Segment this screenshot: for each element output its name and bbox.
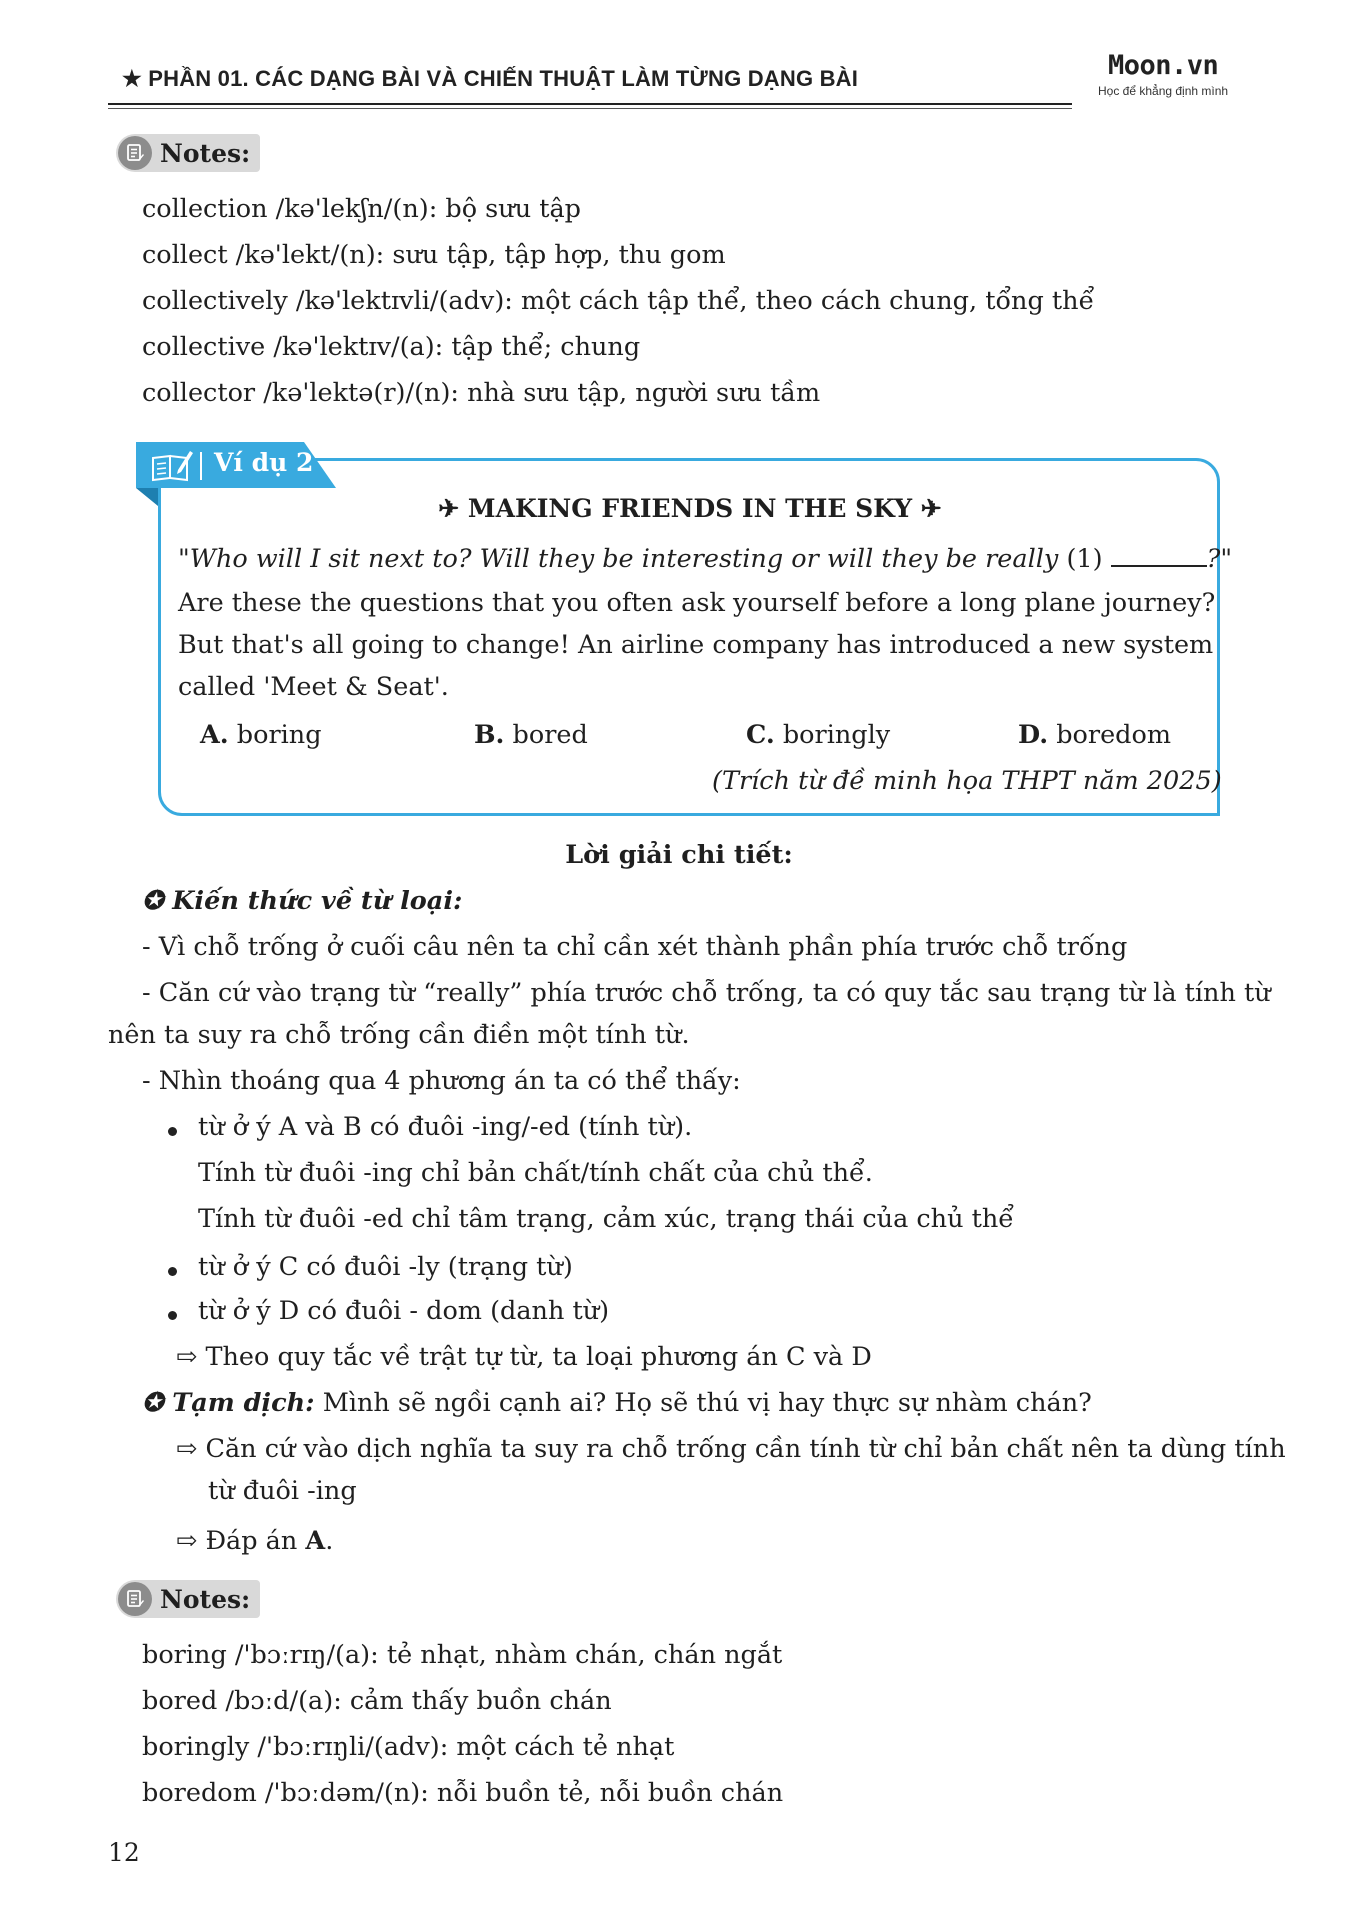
answer-blank	[1111, 545, 1207, 567]
conclusion-arrow-cont: từ đuôi -ing	[208, 1476, 357, 1506]
conclusion-arrow: ⇨ Theo quy tắc về trật tự từ, ta loại phương án C và D	[176, 1342, 872, 1372]
header-rule	[108, 103, 1072, 105]
blank-number: (1)	[1066, 544, 1103, 574]
notes-badge	[116, 1580, 260, 1618]
notes-badge	[116, 134, 260, 172]
page-number: 12	[108, 1838, 140, 1867]
example-tab-label: Ví dụ 2	[214, 448, 314, 477]
option-text: boring	[236, 720, 322, 750]
bullet-dot	[168, 1267, 177, 1276]
option-text: boredom	[1056, 720, 1172, 750]
option-letter: C.	[746, 720, 775, 750]
note-item: boring /'bɔːrɪŋ/(a): tẻ nhạt, nhàm chán, chán ngắt	[142, 1640, 783, 1670]
bullet-item: từ ở ý C có đuôi -ly (trạng từ)	[198, 1252, 573, 1282]
option-d	[1018, 720, 1171, 751]
bullet-subitem: Tính từ đuôi -ing chỉ bản chất/tính chất của chủ thể.	[198, 1158, 873, 1188]
answer-letter: A	[305, 1526, 326, 1556]
answer-prefix: ⇨ Đáp án	[176, 1526, 306, 1556]
note-item: bored /bɔːd/(a): cảm thấy buồn chán	[142, 1686, 612, 1716]
conclusion-arrow: ⇨ Căn cứ vào dịch nghĩa ta suy ra chỗ trống cần tính từ chỉ bản chất nên ta dùng tính	[176, 1434, 1286, 1464]
solution-title: Lời giải chi tiết:	[565, 840, 793, 870]
question-end: ?"	[1206, 544, 1233, 574]
option-text: bored	[512, 720, 588, 750]
note-item: collective /kə'lektɪv/(a): tập thể; chung	[142, 332, 641, 362]
option-c	[746, 720, 890, 751]
option-letter: B.	[474, 720, 505, 750]
example-title: ✈ MAKING FRIENDS IN THE SKY ✈	[438, 494, 942, 523]
translation-text: Mình sẽ ngồi cạnh ai? Họ sẽ thú vị hay thực sự nhàm chán?	[314, 1388, 1092, 1418]
solution-paragraph: - Vì chỗ trống ở cuối câu nên ta chỉ cần xét thành phần phía trước chỗ trống	[142, 932, 1128, 962]
option-letter: A.	[200, 720, 229, 750]
example-tab-divider	[200, 452, 202, 480]
answer-line	[176, 1526, 333, 1557]
translation-label: ✪ Tạm dịch:	[142, 1388, 315, 1418]
example-passage-line: Are these the questions that you often ask yourself before a long plane journey?	[178, 588, 1216, 618]
answer-suffix: .	[325, 1526, 334, 1556]
example-question-line	[178, 544, 1232, 575]
example-passage-line: called 'Meet & Seat'.	[178, 672, 449, 702]
option-a	[200, 720, 322, 751]
bullet-dot	[168, 1311, 177, 1320]
bullet-subitem: Tính từ đuôi -ed chỉ tâm trạng, cảm xúc, trạng thái của chủ thể	[198, 1204, 1014, 1234]
option-text: boringly	[782, 720, 891, 750]
option-b	[474, 720, 588, 751]
note-item: boredom /'bɔːdəm/(n): nỗi buồn tẻ, nỗi buồn chán	[142, 1778, 784, 1808]
note-item: boringly /'bɔːrɪŋli/(adv): một cách tẻ nhạt	[142, 1732, 675, 1762]
notes-label: Notes:	[160, 1584, 251, 1614]
note-item: collection /kə'lekʃn/(n): bộ sưu tập	[142, 194, 581, 224]
notes-icon	[118, 1582, 152, 1616]
header-rule-thin	[108, 108, 1072, 109]
solution-paragraph: - Căn cứ vào trạng từ “really” phía trước chỗ trống, ta có quy tắc sau trạng từ là tính từ	[142, 978, 1271, 1008]
example-tab-fold	[136, 488, 158, 506]
bullet-item: từ ở ý D có đuôi - dom (danh từ)	[198, 1296, 610, 1326]
logo-tagline: Học để khẳng định mình	[1098, 84, 1229, 98]
example-source: (Trích từ đề minh họa THPT năm 2025)	[712, 766, 1222, 796]
solution-paragraph: - Nhìn thoáng qua 4 phương án ta có thể thấy:	[142, 1066, 741, 1096]
notes-icon	[118, 136, 152, 170]
bullet-item: từ ở ý A và B có đuôi -ing/-ed (tính từ).	[198, 1112, 693, 1142]
bullet-dot	[168, 1127, 177, 1136]
note-item: collector /kə'lektə(r)/(n): nhà sưu tập, người sưu tầm	[142, 378, 821, 408]
notes-label: Notes:	[160, 138, 251, 168]
note-item: collectively /kə'lektɪvli/(adv): một cách tập thể, theo cách chung, tổng thể	[142, 286, 1095, 316]
question-text: "Who will I sit next to? Will they be interesting or will they be really	[178, 544, 1059, 574]
option-letter: D.	[1018, 720, 1049, 750]
translation-line	[142, 1388, 1092, 1419]
page-header-title: ★ PHẦN 01. CÁC DẠNG BÀI VÀ CHIẾN THUẬT LÀM TỪNG DẠNG BÀI	[122, 66, 859, 91]
example-book-icon	[150, 448, 194, 482]
solution-paragraph: nên ta suy ra chỗ trống cần điền một tính từ.	[108, 1020, 690, 1050]
logo: Moon.vn	[1108, 50, 1219, 81]
example-passage-line: But that's all going to change! An airline company has introduced a new system	[178, 630, 1214, 660]
note-item: collect /kə'lekt/(n): sưu tập, tập hợp, thu gom	[142, 240, 726, 270]
knowledge-heading: ✪ Kiến thức về từ loại:	[142, 886, 463, 916]
